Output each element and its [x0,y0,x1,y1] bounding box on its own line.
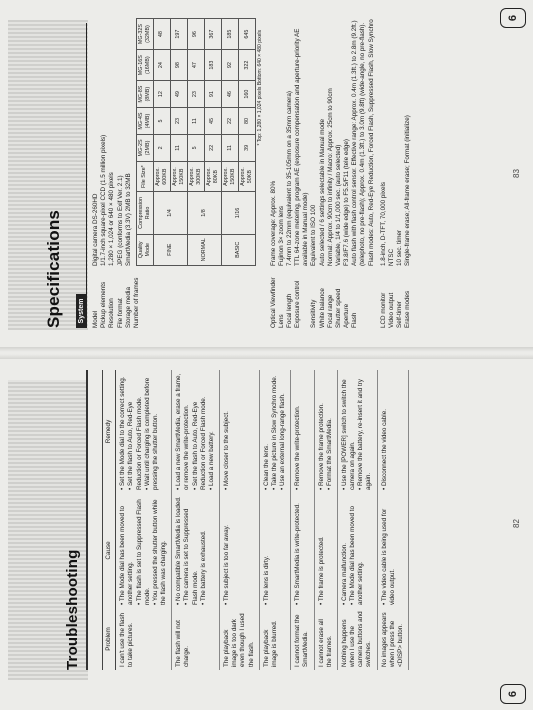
table-row [153,19,170,266]
remedy-item: • Load a new SmartMedia, erase a frame, or remove the write-protection. [175,373,191,490]
spec-row [380,18,388,328]
spec-label: Aperture [343,303,351,328]
table-row [377,370,409,670]
compression-ratio: 1/4 [153,192,187,234]
spec-label: White balance [318,288,326,328]
spec-value: Auto flash with flash control sensor. Effective range: Approx. 0.4m (1.3ft.) to 2.8m (9.2ft.) (telephoto, no pre-flash); Approx. 0.4m (1.3ft.) to 3.0m (9.8ft) (wide-angle, no pre-flash). Flash modes: Auto, Red-Eye Reduction, Forced Flash, Suppressed Flash, Slow Synchro [351,19,375,266]
spec-value: Equivalent to ISO 100 [310,204,318,266]
file-size: Approx. 80KB [204,161,221,191]
spec-value: Variable, 1/4 to 1/1,000 sec. (auto selected) [334,144,342,266]
spec-value: Auto selected / 6 settings selectable in Manual mode [318,118,326,266]
spec-row [327,18,335,328]
column-header-problem: Problem [103,608,116,670]
frame-count: 96 [187,19,204,50]
cause-item: • No compatible SmartMedia is loaded. [175,496,183,605]
cause-item: • The Mode dial has been moved to another setting. [349,505,365,605]
spec-value: Frame coverage: Approx. 80% [269,180,277,266]
frame-count: 23 [170,108,187,135]
frames-header: MG-16S (16MB) [136,50,153,81]
problem-cell: Nothing happens when I use the camera buttons and switches. [337,608,377,670]
frames-table [136,18,256,266]
remedy-item: • Take the picture in Slow Synchro mode. [270,375,278,490]
compression-ratio: 1/16 [222,192,256,234]
spec-value: NTSC [387,248,395,266]
spec-value: TTL 64-zone metering, program AE (exposure compensation and aperture-priority AE available in Manual mode) [294,28,310,266]
page-number: 83 [512,169,521,178]
cause-item: • You pressed the shutter button while the flash was charging. [151,499,168,605]
frame-count: 197 [170,19,187,50]
spec-row [319,18,327,328]
cause-item: • The subject is too far away. [223,524,231,605]
cause-item: • The Mode dial has been moved to another setting. [119,505,135,605]
cause-cell [172,493,220,608]
frame-count: 48 [153,19,170,50]
troubleshooting-page [0,358,533,710]
spec-value: 10 sec. timer [396,229,404,266]
spec-value: Fujinon 3× zoom lens [277,205,285,266]
remedy-cell [337,370,377,493]
spec-row [335,18,343,328]
table-row [314,370,337,670]
frame-count: 12 [153,81,170,108]
spec-value: Digital camera DS-260HD [92,193,99,266]
compression-ratio: 1/8 [187,192,221,234]
spec-label: Shutter speed [334,288,342,328]
cause-item: • The camera is set to Suppressed Flash mode. [183,508,199,605]
spec-row [117,18,125,328]
remedy-item: • Remove the battery, re-insert it and try again. [357,379,373,490]
quality-mode: BASIC [222,234,256,265]
spec-row [270,18,278,328]
cause-item: • The lens is dirty. [262,555,270,605]
spec-row [133,18,264,328]
column-header-remedy: Remedy [103,370,116,493]
frame-count: 185 [222,19,239,50]
remedy-item: • Set the flash to Auto, Red-Eye Reduction or Forced Flash mode. [127,396,143,490]
spec-value: Normal: Approx. 90cm to infinity / Macro: Approx. 25cm to 90cm [326,88,334,266]
cause-cell [314,493,337,608]
spec-value: 1.8-inch, D-TFT, 70,000 pixels [379,182,387,266]
frame-count: 91 [204,81,221,108]
spec-value: F3.8/F7.6 (wide edge) to F5.5/F11 (tele edge) [343,139,351,266]
frames-header: MG-32S (32MB) [136,19,153,50]
frame-count: 11 [170,134,187,161]
spec-value [133,18,264,266]
page-title: Troubleshooting [64,549,81,670]
file-size: Approx. 150KB [222,161,239,191]
file-size: Approx. 50KB [239,161,256,191]
cause-cell [259,493,291,608]
frame-count: 49 [170,81,187,108]
frame-count: 46 [222,81,239,108]
remedy-cell [314,370,337,493]
frame-count: 80 [239,108,256,135]
remedy-cell [172,370,220,493]
table-header-row [103,370,116,670]
spec-label: Optical Viewfinder [269,277,277,328]
specifications-page [0,0,533,350]
frames-header-row [136,19,153,266]
remedy-item: • Format the SmartMedia. [325,418,333,490]
spec-row [278,18,286,328]
spec-row [343,18,351,328]
remedy-cell [291,370,314,493]
remedy-item: • Use the [POWER] switch to switch the camera on again. [340,379,357,490]
spec-label: Lens [277,314,285,328]
frames-header: MG-2S (2MB) [136,134,153,161]
spec-value: JPEG (conforms to Exif Ver. 2.1) [116,175,124,266]
table-row [116,370,172,670]
spec-row [396,18,404,328]
spec-label: Resolution [108,298,116,328]
remedy-item: • Remove the write-protection. [294,405,302,490]
spec-label: Video output [387,292,395,328]
spec-label: LCD monitor [379,292,387,328]
chapter-tab: 6 [500,8,526,28]
frame-count: 24 [153,50,170,81]
problem-cell: The flash will not charge. [172,608,220,670]
problem-cell: I cannot erase all the frames. [314,608,337,670]
frames-header: Quality Mode [136,234,153,265]
spec-value: Single-frame erase; All-frame erase; Format (initialize) [404,115,412,266]
spec-value: SmartMedia (3.3V) 2MB to 32MB [124,173,132,266]
spec-value: 7.4mm to 22mm (equivalent to 35-105mm on a 35mm camera) [285,91,293,266]
spec-row [125,18,133,328]
spec-label: Self-timer [396,301,404,328]
file-size: Approx. 300KB [187,161,204,191]
remedy-cell [220,370,260,493]
cause-cell [116,493,172,608]
frame-count: 183 [204,50,221,81]
spec-row [404,18,412,328]
remedy-item: • Set the flash to Auto, Red-Eye Reduction or Forced Flash mode. [191,396,207,490]
cause-item: • The battery is exhausted. [199,530,207,605]
frame-count: 47 [187,50,204,81]
problem-cell: No images appears when I press the <DISP> button. [377,608,409,670]
cause-item: • Camera malfunction. [340,542,348,605]
problem-cell: I cannot format the SmartMedia. [291,608,314,670]
spec-label: Pickup elements [100,281,108,328]
remedy-cell [116,370,172,493]
remedy-item: • Remove the frame protection. [317,403,325,490]
cause-cell [337,493,377,608]
remedy-item: • Clean the lens. [262,444,270,490]
file-size: Approx. 150KB [170,161,187,191]
remedy-item: • Use an external long-range flash. [279,393,287,490]
table-row [222,19,239,266]
spec-row [294,18,310,328]
spec-row [286,18,294,328]
frame-count: 367 [204,19,221,50]
frame-count: 5 [153,108,170,135]
table-row [220,370,260,670]
frame-count: 11 [187,108,204,135]
spec-label: File format [116,298,124,328]
spec-label: Number of frames [132,277,140,328]
frames-footnote: * Top: 1,280 × 1,024 pixels Bottom: 640 × 480 pixels [257,30,264,146]
spec-value: 1/1.7-inch square-pixel CCD (1.5 million pixels) [100,134,108,266]
section-rule [86,23,87,328]
table-row [259,370,291,670]
page-number: 82 [512,519,521,528]
frame-count: 92 [222,50,239,81]
cause-cell [220,493,260,608]
cause-cell [377,493,409,608]
spec-row [100,18,108,328]
frame-count: 22 [222,108,239,135]
column-header-cause: Cause [103,493,116,608]
cause-item: • The video cable is being used for video output. [380,508,396,605]
spec-value: 1,280 × 1,024 or 640 × 480 pixels [108,172,116,266]
file-size: Approx. 600KB [153,161,170,191]
remedy-item: • Wait until charging is completed before pressing the shutter button. [143,377,159,490]
troubleshooting-table [102,370,409,670]
quality-mode: NORMAL [187,234,221,265]
cause-item: • The SmartMedia is write-protected. [294,503,302,605]
spec-label: Storage media [124,287,132,328]
chapter-tab: 6 [500,684,526,704]
section-label: System [76,294,87,328]
spec-list [92,18,413,328]
frames-header: Compression Ratio [136,192,153,234]
frame-count: 2 [153,134,170,161]
spec-row [310,18,318,328]
frame-count: 39 [239,134,256,161]
frame-count: 45 [204,108,221,135]
spec-label: Focal length [285,293,293,328]
remedy-item: • Set the Mode dial to the correct setting. [119,376,127,490]
problem-cell: The playback image is blurred. [259,608,291,670]
spec-row [108,18,116,328]
remedy-item: • Load a new battery. [207,431,215,490]
table-row [187,19,204,266]
frames-header: MG-4S (4MB) [136,108,153,135]
frame-count: 322 [239,50,256,81]
page-title: Specifications [44,209,63,328]
frames-header: File Size* [136,161,153,191]
problem-cell: The playback image is too dark even though I used the flash. [220,608,260,670]
frame-count: 160 [239,81,256,108]
remedy-item: • Disconnect the video cable. [380,409,388,490]
spec-label: Focal range [326,294,334,328]
frame-count: 22 [204,134,221,161]
table-row [337,370,377,670]
spec-row [351,18,376,328]
quality-mode: FINE [153,234,187,265]
problem-cell: I can't use the flash to take pictures. [116,608,172,670]
frame-count: 645 [239,19,256,50]
frame-count: 23 [187,81,204,108]
spec-label: Erase modes [404,290,412,328]
spec-label: Sensitivity [310,299,318,328]
table-row [172,370,220,670]
cause-item: • The frame is protected. [317,536,325,605]
frame-count: 11 [222,134,239,161]
cause-item: • The flash is set to Suppressed Flash mode. [135,499,151,605]
spec-label: Exposure control [294,280,302,328]
remedy-cell [377,370,409,493]
remedy-cell [259,370,291,493]
spec-label: Model [92,310,99,328]
table-row [291,370,314,670]
spec-label: Flash [351,312,359,328]
cause-cell [291,493,314,608]
remedy-item: • Move closer to the subject. [223,411,231,490]
frame-count: 5 [187,134,204,161]
title-rule [86,370,88,670]
spec-row [92,18,100,328]
frames-header: MG-8S (8MB) [136,81,153,108]
frame-count: 98 [170,50,187,81]
spec-row [388,18,396,328]
